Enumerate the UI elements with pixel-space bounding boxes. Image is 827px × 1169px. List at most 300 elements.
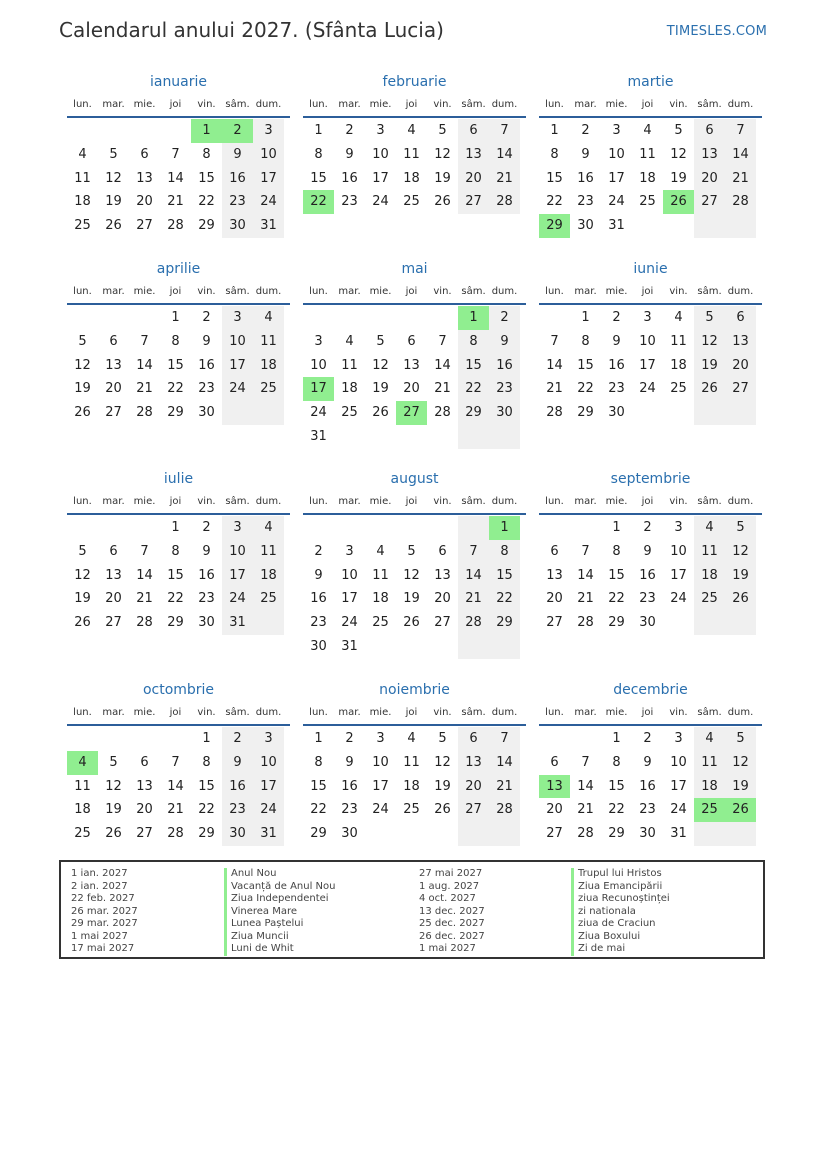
- day-cell: 16: [608, 357, 625, 373]
- day-cell: 16: [198, 567, 215, 583]
- day-cell: 28: [167, 826, 184, 842]
- day-cell: 25: [253, 377, 284, 401]
- empty-cell: [458, 425, 489, 449]
- day-cell: 26: [74, 405, 91, 421]
- day-cell: 15: [198, 778, 215, 794]
- holiday-date: 1 mai 2027: [71, 930, 128, 942]
- weekday-header: [303, 281, 526, 303]
- day-cell: 6: [140, 146, 149, 162]
- day-cell: 30: [639, 615, 656, 631]
- holiday-day-cell: 2: [222, 119, 253, 143]
- day-cell: 22: [458, 377, 489, 401]
- day-cell: 20: [136, 194, 153, 210]
- day-cell: 14: [136, 567, 153, 583]
- day-cell: 8: [171, 333, 180, 349]
- empty-cell: [725, 214, 756, 238]
- weekday-label: joi: [641, 286, 654, 297]
- holiday-names-left: [224, 868, 335, 956]
- day-cell: 11: [403, 146, 420, 162]
- day-cell: 20: [694, 167, 725, 191]
- day-cell: 18: [253, 354, 284, 378]
- day-cell: 11: [372, 567, 389, 583]
- empty-cell: [334, 306, 365, 330]
- day-cell: 16: [639, 567, 656, 583]
- day-cell: 4: [253, 516, 284, 540]
- day-cell: 7: [581, 754, 590, 770]
- day-cell: 31: [670, 826, 687, 842]
- day-cell: 19: [434, 170, 451, 186]
- day-cell: 30: [489, 401, 520, 425]
- empty-cell: [334, 516, 365, 540]
- day-cell: 30: [341, 826, 358, 842]
- header-rule: [539, 513, 762, 515]
- weekday-label: dum.: [255, 99, 282, 110]
- day-cell: 19: [105, 802, 122, 818]
- weekday-label: dum.: [255, 286, 282, 297]
- empty-cell: [365, 635, 396, 659]
- empty-cell: [489, 425, 520, 449]
- day-cell: 24: [372, 194, 389, 210]
- day-cell: 13: [458, 143, 489, 167]
- day-cell: 16: [310, 591, 327, 607]
- day-cell: 14: [167, 778, 184, 794]
- empty-cell: [67, 119, 98, 143]
- month-name: februarie: [382, 74, 447, 90]
- holiday-day-cell: 29: [539, 214, 570, 238]
- holiday-day-cell: 4: [67, 751, 98, 775]
- day-cell: 28: [725, 190, 756, 214]
- day-cell: 11: [74, 778, 91, 794]
- day-cell: 21: [458, 587, 489, 611]
- month-name: mai: [401, 261, 428, 277]
- weekday-header: [539, 281, 762, 303]
- day-cell: 16: [639, 778, 656, 794]
- day-grid: [67, 727, 290, 846]
- day-cell: 9: [202, 543, 211, 559]
- weekday-header: [539, 702, 762, 724]
- empty-cell: [489, 822, 520, 846]
- empty-cell: [129, 119, 160, 143]
- day-cell: 16: [222, 775, 253, 799]
- empty-cell: [160, 727, 191, 751]
- day-cell: 31: [310, 428, 327, 444]
- weekday-header: [67, 94, 290, 116]
- weekday-label: dum.: [491, 286, 518, 297]
- day-cell: 19: [725, 775, 756, 799]
- holiday-date: 25 dec. 2027: [419, 918, 485, 929]
- day-cell: 9: [643, 543, 652, 559]
- weekday-label: joi: [169, 99, 182, 110]
- weekday-label: mar.: [102, 496, 125, 507]
- day-cell: 6: [458, 727, 489, 751]
- day-cell: 5: [376, 333, 385, 349]
- day-cell: 23: [341, 194, 358, 210]
- weekday-label: mie.: [369, 99, 392, 110]
- day-cell: 15: [310, 778, 327, 794]
- day-cell: 22: [577, 381, 594, 397]
- day-cell: 28: [136, 615, 153, 631]
- day-cell: 24: [253, 798, 284, 822]
- day-cell: 23: [489, 377, 520, 401]
- weekday-label: vin.: [197, 286, 216, 297]
- holiday-day-cell: 22: [303, 190, 334, 214]
- day-cell: 28: [546, 405, 563, 421]
- day-cell: 14: [577, 567, 594, 583]
- day-cell: 7: [171, 146, 180, 162]
- day-cell: 19: [74, 591, 91, 607]
- day-cell: 27: [105, 615, 122, 631]
- empty-cell: [725, 611, 756, 635]
- day-cell: 5: [407, 543, 416, 559]
- day-cell: 18: [341, 381, 358, 397]
- empty-cell: [427, 822, 458, 846]
- day-cell: 15: [167, 567, 184, 583]
- holiday-name: Ziua Boxului: [571, 931, 670, 944]
- day-cell: 1: [314, 123, 323, 138]
- weekday-label: lun.: [309, 99, 328, 110]
- holiday-name: Lunea Paștelui: [224, 918, 335, 931]
- day-grid: [303, 306, 526, 449]
- day-cell: 3: [674, 520, 683, 535]
- day-cell: 24: [341, 615, 358, 631]
- day-cell: 18: [403, 170, 420, 186]
- day-cell: 2: [222, 727, 253, 751]
- day-cell: 18: [403, 778, 420, 794]
- weekday-label: sâm.: [461, 496, 486, 507]
- day-cell: 14: [725, 143, 756, 167]
- day-cell: 8: [314, 146, 323, 162]
- day-cell: 30: [198, 405, 215, 421]
- weekday-label: sâm.: [697, 496, 722, 507]
- day-cell: 18: [74, 194, 91, 210]
- day-cell: 26: [105, 826, 122, 842]
- day-cell: 4: [407, 123, 416, 138]
- day-cell: 3: [222, 516, 253, 540]
- day-cell: 20: [136, 802, 153, 818]
- day-cell: 6: [109, 333, 118, 349]
- holiday-name: Zi de mai: [571, 943, 670, 956]
- empty-cell: [694, 214, 725, 238]
- day-cell: 2: [202, 310, 211, 325]
- day-cell: 26: [74, 615, 91, 631]
- weekday-label: mie.: [369, 496, 392, 507]
- day-cell: 4: [643, 123, 652, 138]
- holiday-date: 29 mar. 2027: [71, 918, 138, 929]
- day-cell: 22: [546, 194, 563, 210]
- holiday-date: 13 dec. 2027: [419, 905, 485, 917]
- day-cell: 15: [310, 170, 327, 186]
- day-cell: 2: [643, 731, 652, 746]
- day-cell: 20: [105, 381, 122, 397]
- day-cell: 31: [608, 218, 625, 234]
- day-cell: 15: [608, 778, 625, 794]
- weekday-label: mie.: [133, 496, 156, 507]
- weekday-label: dum.: [727, 496, 754, 507]
- day-cell: 17: [253, 167, 284, 191]
- weekday-label: dum.: [727, 286, 754, 297]
- day-cell: 1: [612, 520, 621, 535]
- day-cell: 29: [167, 405, 184, 421]
- day-cell: 4: [253, 306, 284, 330]
- month-iulie: [67, 467, 290, 635]
- day-cell: 23: [310, 615, 327, 631]
- day-cell: 12: [105, 170, 122, 186]
- month-martie: [539, 70, 762, 238]
- day-cell: 12: [74, 357, 91, 373]
- day-cell: 14: [546, 357, 563, 373]
- weekday-label: joi: [641, 707, 654, 718]
- day-cell: 13: [434, 567, 451, 583]
- day-cell: 6: [140, 754, 149, 770]
- day-cell: 6: [694, 119, 725, 143]
- day-cell: 17: [372, 778, 389, 794]
- day-cell: 9: [222, 143, 253, 167]
- weekday-header: [303, 491, 526, 513]
- day-cell: 11: [403, 754, 420, 770]
- day-cell: 27: [136, 826, 153, 842]
- day-cell: 16: [222, 167, 253, 191]
- weekday-label: mar.: [102, 99, 125, 110]
- day-grid: [67, 306, 290, 425]
- brand-link[interactable]: TIMESLES.COM: [666, 24, 767, 39]
- day-cell: 9: [345, 754, 354, 770]
- day-cell: 30: [310, 638, 327, 654]
- weekday-label: mie.: [369, 707, 392, 718]
- day-cell: 9: [202, 333, 211, 349]
- holiday-day-cell: 26: [725, 798, 756, 822]
- day-cell: 10: [372, 754, 389, 770]
- day-cell: 22: [167, 591, 184, 607]
- weekday-label: sâm.: [461, 707, 486, 718]
- weekday-label: joi: [169, 286, 182, 297]
- day-cell: 16: [341, 170, 358, 186]
- day-cell: 1: [581, 310, 590, 325]
- weekday-label: dum.: [255, 496, 282, 507]
- weekday-label: mie.: [133, 707, 156, 718]
- day-cell: 1: [314, 731, 323, 746]
- holiday-name: Vacanță de Anul Nou: [224, 881, 335, 894]
- day-cell: 11: [253, 540, 284, 564]
- weekday-label: joi: [405, 99, 418, 110]
- day-cell: 25: [341, 405, 358, 421]
- weekday-label: mar.: [338, 496, 361, 507]
- day-cell: 12: [403, 567, 420, 583]
- day-cell: 28: [489, 190, 520, 214]
- day-cell: 8: [314, 754, 323, 770]
- day-cell: 27: [694, 190, 725, 214]
- day-cell: 22: [198, 802, 215, 818]
- day-cell: 12: [372, 357, 389, 373]
- holiday-list: [59, 860, 765, 959]
- weekday-label: sâm.: [461, 99, 486, 110]
- day-cell: 19: [74, 381, 91, 397]
- weekday-label: joi: [405, 286, 418, 297]
- day-cell: 14: [458, 564, 489, 588]
- day-cell: 1: [171, 310, 180, 325]
- day-cell: 21: [136, 591, 153, 607]
- day-cell: 2: [643, 520, 652, 535]
- day-cell: 5: [78, 543, 87, 559]
- empty-cell: [570, 727, 601, 751]
- day-cell: 6: [438, 543, 447, 559]
- day-cell: 20: [458, 775, 489, 799]
- day-cell: 12: [434, 146, 451, 162]
- day-cell: 11: [694, 540, 725, 564]
- weekday-label: lun.: [73, 99, 92, 110]
- day-cell: 14: [136, 357, 153, 373]
- day-cell: 11: [694, 751, 725, 775]
- weekday-label: mar.: [338, 707, 361, 718]
- empty-cell: [458, 516, 489, 540]
- holiday-name: Ziua Emancipării: [571, 881, 670, 894]
- header-rule: [539, 116, 762, 118]
- day-cell: 23: [222, 190, 253, 214]
- day-cell: 20: [434, 591, 451, 607]
- day-cell: 18: [694, 564, 725, 588]
- day-cell: 7: [489, 119, 520, 143]
- day-cell: 4: [407, 731, 416, 746]
- day-cell: 29: [198, 826, 215, 842]
- day-cell: 12: [434, 754, 451, 770]
- day-cell: 12: [725, 751, 756, 775]
- day-cell: 13: [694, 143, 725, 167]
- empty-cell: [427, 306, 458, 330]
- day-cell: 21: [725, 167, 756, 191]
- day-cell: 16: [577, 170, 594, 186]
- weekday-header: [303, 94, 526, 116]
- day-cell: 15: [577, 357, 594, 373]
- day-cell: 3: [345, 543, 354, 559]
- weekday-header: [67, 491, 290, 513]
- day-cell: 30: [608, 405, 625, 421]
- weekday-label: vin.: [433, 99, 452, 110]
- day-cell: 7: [458, 540, 489, 564]
- header-rule: [539, 724, 762, 726]
- weekday-label: sâm.: [697, 707, 722, 718]
- holiday-day-cell: 1: [489, 516, 520, 540]
- month-ianuarie: [67, 70, 290, 238]
- day-cell: 9: [612, 333, 621, 349]
- day-cell: 4: [694, 727, 725, 751]
- weekday-label: mie.: [369, 286, 392, 297]
- empty-cell: [458, 635, 489, 659]
- weekday-label: mar.: [574, 286, 597, 297]
- day-cell: 11: [670, 333, 687, 349]
- empty-cell: [427, 516, 458, 540]
- day-cell: 27: [725, 377, 756, 401]
- weekday-label: mar.: [102, 286, 125, 297]
- day-cell: 25: [403, 802, 420, 818]
- day-cell: 8: [171, 543, 180, 559]
- day-cell: 26: [725, 587, 756, 611]
- day-cell: 20: [546, 802, 563, 818]
- day-cell: 24: [253, 190, 284, 214]
- weekday-label: mar.: [574, 99, 597, 110]
- day-cell: 5: [694, 306, 725, 330]
- weekday-label: dum.: [727, 99, 754, 110]
- day-cell: 3: [612, 123, 621, 138]
- day-cell: 18: [670, 357, 687, 373]
- weekday-header: [539, 491, 762, 513]
- day-cell: 18: [253, 564, 284, 588]
- holiday-day-cell: 1: [458, 306, 489, 330]
- weekday-header: [539, 94, 762, 116]
- holiday-date: 27 mai 2027: [419, 868, 483, 879]
- weekday-label: mie.: [605, 286, 628, 297]
- month-name: noiembrie: [379, 682, 450, 698]
- empty-cell: [98, 306, 129, 330]
- holiday-name: Luni de Whit: [224, 943, 335, 956]
- month-decembrie: [539, 678, 762, 846]
- day-cell: 23: [198, 381, 215, 397]
- day-cell: 17: [222, 354, 253, 378]
- day-cell: 10: [341, 567, 358, 583]
- empty-cell: [67, 306, 98, 330]
- empty-cell: [725, 822, 756, 846]
- day-cell: 10: [253, 143, 284, 167]
- day-cell: 3: [376, 731, 385, 746]
- day-cell: 19: [105, 194, 122, 210]
- empty-cell: [694, 401, 725, 425]
- day-cell: 9: [643, 754, 652, 770]
- day-cell: 22: [167, 381, 184, 397]
- weekday-label: dum.: [255, 707, 282, 718]
- day-cell: 2: [489, 306, 520, 330]
- day-cell: 5: [78, 333, 87, 349]
- day-grid: [303, 516, 526, 659]
- day-cell: 9: [489, 330, 520, 354]
- day-cell: 1: [550, 123, 559, 138]
- day-cell: 2: [612, 310, 621, 325]
- empty-cell: [396, 306, 427, 330]
- weekday-label: joi: [169, 496, 182, 507]
- month-august: [303, 467, 526, 659]
- empty-cell: [632, 401, 663, 425]
- day-cell: 2: [202, 520, 211, 535]
- empty-cell: [694, 822, 725, 846]
- empty-cell: [632, 214, 663, 238]
- header-rule: [67, 724, 290, 726]
- month-aprilie: [67, 257, 290, 425]
- day-grid: [67, 516, 290, 635]
- day-cell: 15: [458, 354, 489, 378]
- weekday-label: joi: [405, 496, 418, 507]
- day-cell: 10: [372, 146, 389, 162]
- day-cell: 8: [202, 754, 211, 770]
- day-cell: 26: [434, 802, 451, 818]
- holiday-name: Anul Nou: [224, 868, 335, 881]
- day-cell: 15: [608, 567, 625, 583]
- holiday-date: 4 oct. 2027: [419, 893, 476, 904]
- day-cell: 7: [140, 333, 149, 349]
- day-cell: 10: [222, 540, 253, 564]
- day-cell: 20: [403, 381, 420, 397]
- empty-cell: [539, 306, 570, 330]
- day-cell: 14: [489, 143, 520, 167]
- day-cell: 12: [670, 146, 687, 162]
- empty-cell: [129, 516, 160, 540]
- day-cell: 28: [577, 615, 594, 631]
- weekday-label: dum.: [491, 707, 518, 718]
- weekday-label: dum.: [491, 99, 518, 110]
- day-cell: 7: [550, 333, 559, 349]
- day-cell: 18: [372, 591, 389, 607]
- weekday-label: lun.: [545, 707, 564, 718]
- empty-cell: [539, 516, 570, 540]
- day-cell: 27: [458, 798, 489, 822]
- day-cell: 8: [202, 146, 211, 162]
- weekday-label: joi: [641, 496, 654, 507]
